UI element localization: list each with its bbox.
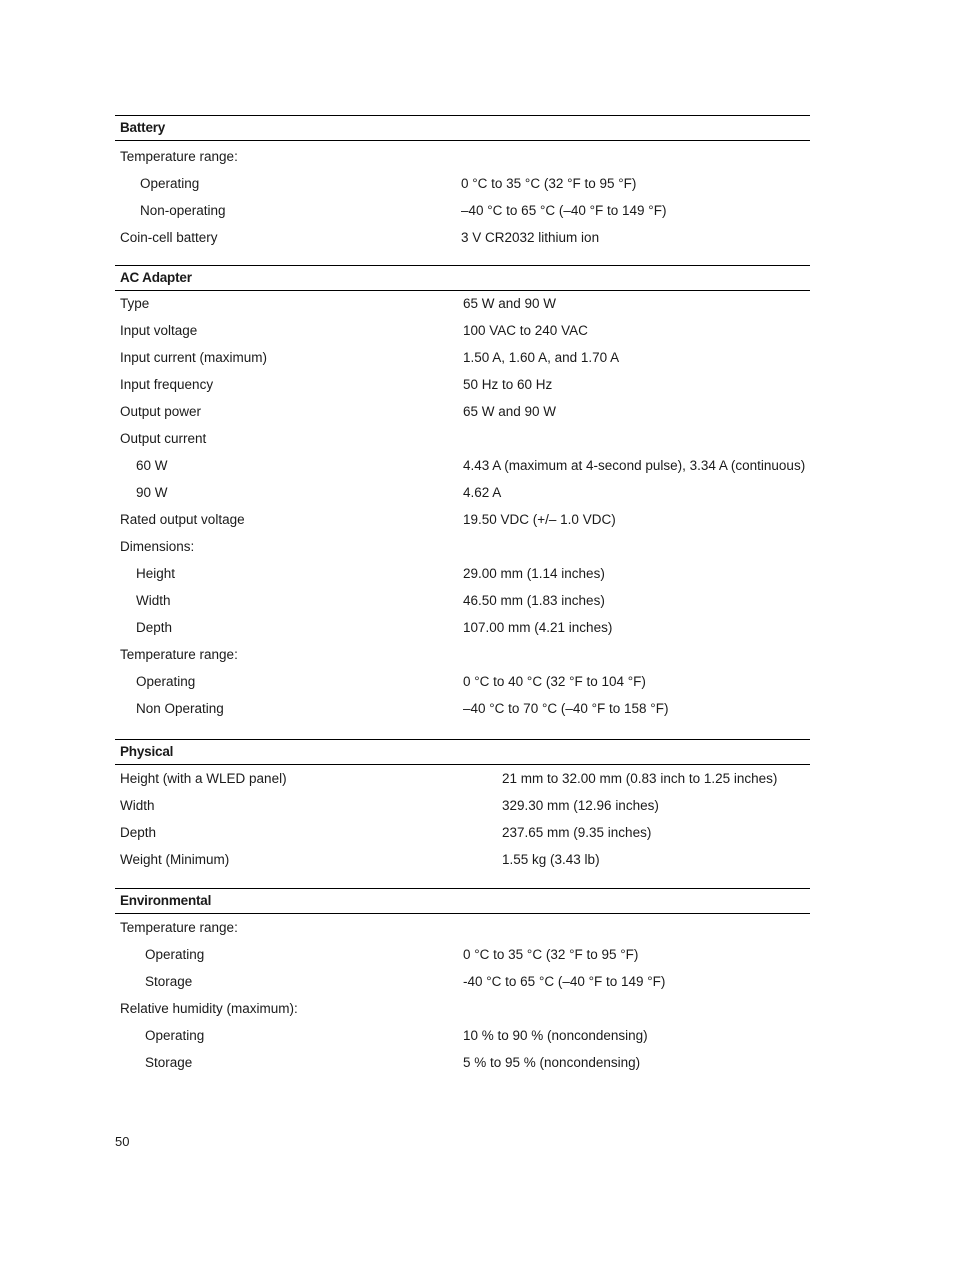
row-value: 107.00 mm (4.21 inches) <box>463 620 613 635</box>
row-label: Dimensions: <box>120 539 195 554</box>
row-label: Storage <box>145 974 193 989</box>
row-value: 0 °C to 40 °C (32 °F to 104 °F) <box>463 674 646 689</box>
row-label: Operating <box>140 176 200 191</box>
row-label: Width <box>136 593 171 608</box>
row-value: 4.62 A <box>463 485 502 500</box>
page-number: 50 <box>115 1134 130 1149</box>
row-label: Temperature range: <box>120 149 238 164</box>
table-row <box>115 170 810 197</box>
row-value: 3 V CR2032 lithium ion <box>461 230 600 245</box>
table-row <box>115 846 810 873</box>
table-row <box>115 1049 810 1076</box>
row-label: 90 W <box>136 485 168 500</box>
table-row <box>115 914 810 941</box>
row-label: Operating <box>145 947 205 962</box>
row-value: 1.50 A, 1.60 A, and 1.70 A <box>463 350 620 365</box>
row-value: 0 °C to 35 °C (32 °F to 95 °F) <box>461 176 637 191</box>
row-value: 329.30 mm (12.96 inches) <box>502 798 659 813</box>
table-row <box>115 1022 810 1049</box>
table-row <box>115 290 810 317</box>
table-row <box>115 371 810 398</box>
table-row <box>115 533 810 560</box>
row-value: 21 mm to 32.00 mm (0.83 inch to 1.25 inches) <box>502 771 778 786</box>
row-label: Relative humidity (maximum): <box>120 1001 298 1016</box>
row-value: 237.65 mm (9.35 inches) <box>502 825 652 840</box>
row-label: Temperature range: <box>120 647 238 662</box>
table-row <box>115 452 810 479</box>
row-label: Input voltage <box>120 323 198 338</box>
row-label: Height <box>136 566 176 581</box>
table-row <box>115 941 810 968</box>
table-row <box>115 344 810 371</box>
row-label: Temperature range: <box>120 920 238 935</box>
row-label: Coin-cell battery <box>120 230 218 245</box>
row-value: 0 °C to 35 °C (32 °F to 95 °F) <box>463 947 639 962</box>
row-label: Input current (maximum) <box>120 350 268 365</box>
table-row <box>115 479 810 506</box>
row-value: 65 W and 90 W <box>463 296 557 311</box>
table-row <box>115 695 810 722</box>
row-label: Width <box>120 798 155 813</box>
row-value: –40 °C to 70 °C (–40 °F to 158 °F) <box>463 701 669 716</box>
row-label: Depth <box>120 825 157 840</box>
row-value: 100 VAC to 240 VAC <box>463 323 588 338</box>
row-value: 46.50 mm (1.83 inches) <box>463 593 605 608</box>
table-row <box>115 317 810 344</box>
table-row <box>115 587 810 614</box>
table-row <box>115 819 810 846</box>
row-label: Height (with a WLED panel) <box>120 771 287 786</box>
row-value: 19.50 VDC (+/– 1.0 VDC) <box>463 512 616 527</box>
row-label: Operating <box>145 1028 205 1043</box>
table-row <box>115 668 810 695</box>
row-value: 29.00 mm (1.14 inches) <box>463 566 605 581</box>
row-label: Output power <box>120 404 202 419</box>
table-row <box>115 641 810 668</box>
row-value: –40 °C to 65 °C (–40 °F to 149 °F) <box>461 203 667 218</box>
row-label: Non-operating <box>140 203 226 218</box>
table-row <box>115 560 810 587</box>
table-row <box>115 968 810 995</box>
table-row <box>115 506 810 533</box>
row-value: 4.43 A (maximum at 4-second pulse), 3.34 A (continuous) <box>463 458 806 473</box>
row-label: Storage <box>145 1055 193 1070</box>
section-physical <box>115 739 810 873</box>
table-row <box>115 143 810 170</box>
table-row <box>115 224 810 251</box>
table-row <box>115 197 810 224</box>
row-value: 50 Hz to 60 Hz <box>463 377 553 392</box>
row-value: -40 °C to 65 °C (–40 °F to 149 °F) <box>463 974 666 989</box>
row-label: Weight (Minimum) <box>120 852 230 867</box>
table-row <box>115 765 810 792</box>
row-value: 5 % to 95 % (noncondensing) <box>463 1055 641 1070</box>
table-row <box>115 792 810 819</box>
table-row <box>115 425 810 452</box>
table-row <box>115 614 810 641</box>
row-value: 65 W and 90 W <box>463 404 557 419</box>
row-value: 10 % to 90 % (noncondensing) <box>463 1028 648 1043</box>
row-value: 1.55 kg (3.43 lb) <box>502 852 600 867</box>
section-battery <box>115 115 810 251</box>
row-label: Output current <box>120 431 207 446</box>
section-title: AC Adapter <box>115 265 810 291</box>
section-title: Environmental <box>115 888 810 914</box>
row-label: Input frequency <box>120 377 214 392</box>
section-ac-adapter <box>115 265 810 722</box>
row-label: 60 W <box>136 458 168 473</box>
row-label: Non Operating <box>136 701 224 716</box>
table-row <box>115 995 810 1022</box>
row-label: Depth <box>136 620 173 635</box>
row-label: Type <box>120 296 150 311</box>
row-label: Rated output voltage <box>120 512 245 527</box>
table-row <box>115 398 810 425</box>
section-environmental <box>115 888 810 1076</box>
row-label: Operating <box>136 674 196 689</box>
section-title: Battery <box>115 115 810 141</box>
section-title: Physical <box>115 739 810 765</box>
